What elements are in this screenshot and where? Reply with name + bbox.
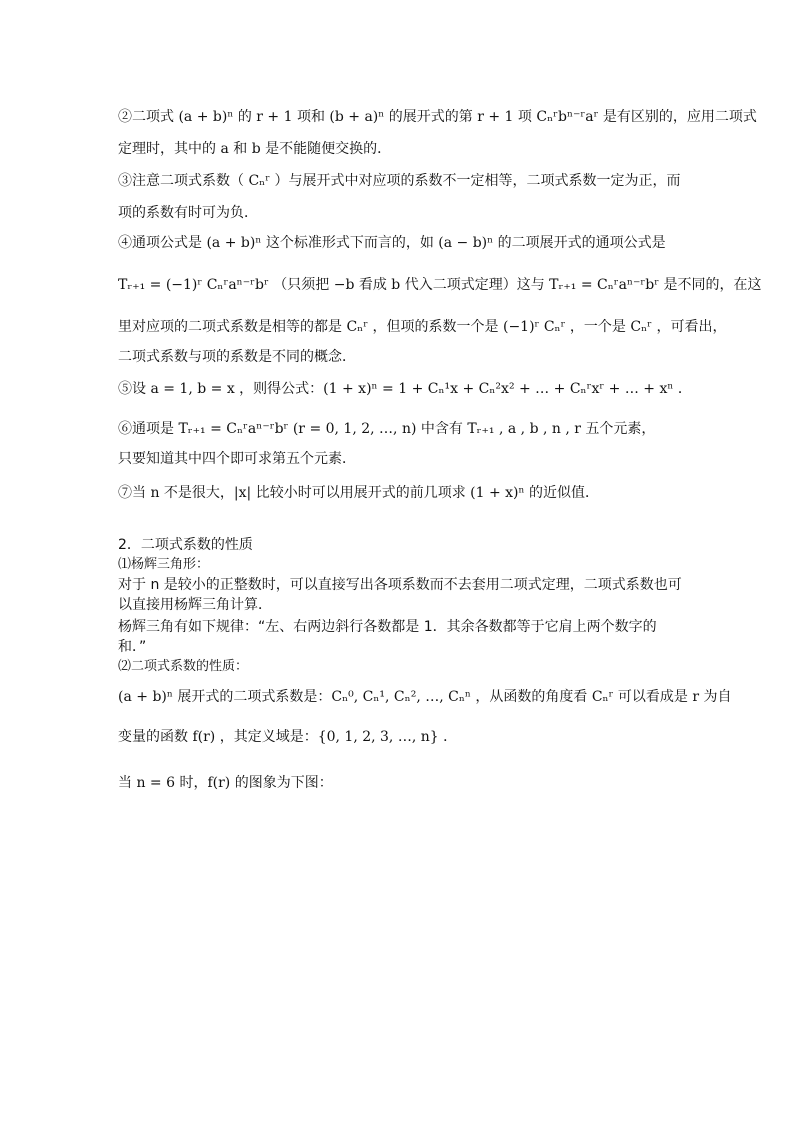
section-heading: 2．二项式系数的性质: [118, 537, 253, 553]
text-line: 里对应项的二项式系数是相等的都是 Cₙʳ ，但项的系数一个是 (−1)ʳ Cₙʳ ，一个是 Cₙʳ ，可看出，: [118, 319, 727, 335]
text-line: 以直接用杨辉三角计算．: [118, 597, 272, 613]
subsection-heading: ⑵二项式系数的性质：: [118, 659, 249, 674]
text-line: 二项式系数与项的系数是不同的概念．: [118, 349, 356, 365]
text-line: 项的系数有时可为负．: [118, 205, 258, 221]
text-line: 对于 n 是较小的正整数时，可以直接写出各项系数而不去套用二项式定理，二项式系数也可: [118, 577, 682, 593]
text-line: 变量的函数 f(r) ，其定义域是：{0, 1, 2, 3, …, n} ．: [118, 729, 458, 745]
text-line: ⑥通项是 Tᵣ₊₁ = Cₙʳaⁿ⁻ʳbʳ (r = 0, 1, 2, …, n) 中含有 Tᵣ₊₁ , a , b , n , r 五个元素，: [118, 421, 656, 437]
text-line: (a + b)ⁿ 展开式的二项式系数是：Cₙ⁰, Cₙ¹, Cₙ², …, Cₙⁿ ，从函数的角度看 Cₙʳ 可以看成是 r 为自: [118, 689, 732, 705]
subsection-heading: ⑴杨辉三角形：: [118, 557, 210, 572]
text-line: ⑦当 n 不是很大，|x| 比较小时可以用展开式的前几项求 (1 + x)ⁿ 的近似值．: [118, 485, 600, 501]
text-line: 当 n = 6 时，f(r) 的图象为下图：: [118, 775, 333, 791]
text-line: ③注意二项式系数（ Cₙʳ ）与展开式中对应项的系数不一定相等，二项式系数一定为正，而: [118, 173, 681, 189]
text-line: 杨辉三角有如下规律：“左、右两边斜行各数都是 1．其余各数都等于它肩上两个数字的: [118, 619, 657, 635]
text-line: ⑤设 a = 1, b = x ，则得公式：(1 + x)ⁿ = 1 + Cₙ¹x + Cₙ²x² + … + Cₙʳxʳ + … + xⁿ ．: [118, 381, 692, 397]
text-line: 只要知道其中四个即可求第五个元素．: [118, 451, 356, 467]
text-line: ④通项公式是 (a + b)ⁿ 这个标准形式下而言的，如 (a − b)ⁿ 的二项展开式的通项公式是: [118, 235, 666, 251]
text-line: Tᵣ₊₁ = (−1)ʳ Cₙʳaⁿ⁻ʳbʳ （只须把 −b 看成 b 代入二项式定理）这与 Tᵣ₊₁ = Cₙʳaⁿ⁻ʳbʳ 是不同的，在这: [118, 277, 762, 293]
text-line: 定理时，其中的 a 和 b 是不能随便交换的．: [118, 141, 392, 157]
text-line: 和．”: [118, 639, 147, 655]
text-line: ②二项式 (a + b)ⁿ 的 r + 1 项和 (b + a)ⁿ 的展开式的第 r + 1 项 Cₙʳbⁿ⁻ʳaʳ 是有区别的，应用二项式: [118, 109, 757, 125]
